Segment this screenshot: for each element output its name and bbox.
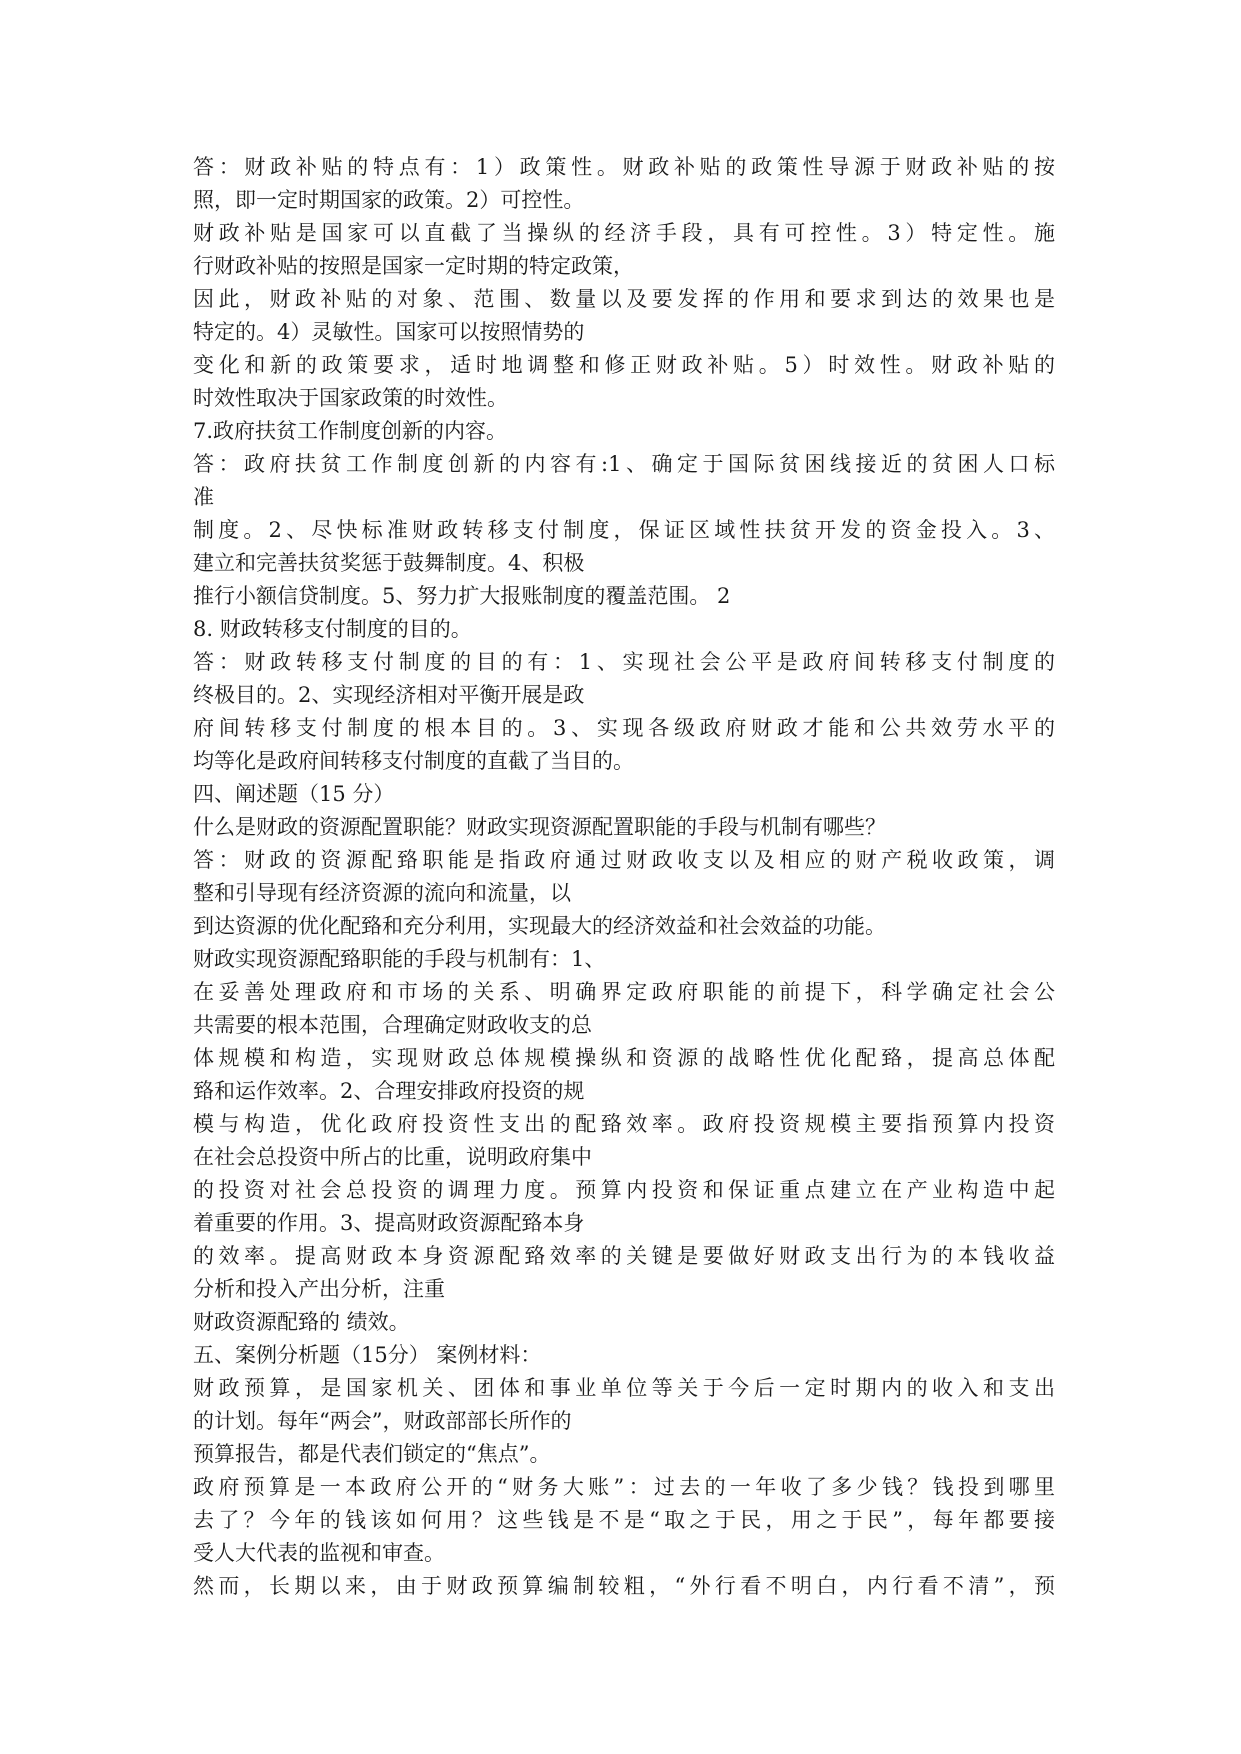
text-line: 去了？今年的钱该如何用？这些钱是不是“取之于民，用之于民”，每年都要接 [193, 1508, 1055, 1532]
document-body [193, 151, 1055, 1603]
text-line: 7.政府扶贫工作制度创新的内容。 [193, 419, 508, 443]
text-line: 8. 财政转移支付制度的目的。 [193, 617, 472, 641]
text-line: 准 [193, 485, 214, 509]
text-line: 的计划。每年“两会”，财政部部长所作的 [193, 1409, 572, 1433]
text-line: 到达资源的优化配臵和充分利用，实现最大的经济效益和社会效益的功能。 [193, 914, 886, 938]
text-line: 共需要的根本范围，合理确定财政收支的总 [193, 1013, 592, 1037]
text-line: 着重要的作用。3、提高财政资源配臵本身 [193, 1211, 585, 1235]
text-line: 四、阐述题（15 分） [193, 782, 395, 806]
text-line: 财政实现资源配臵职能的手段与机制有：1、 [193, 947, 606, 971]
text-line: 在社会总投资中所占的比重，说明政府集中 [193, 1145, 592, 1169]
text-line: 什么是财政的资源配置职能？财政实现资源配置职能的手段与机制有哪些？ [193, 815, 886, 839]
text-line: 变化和新的政策要求，适时地调整和修正财政补贴。5）时效性。财政补贴的 [193, 353, 1055, 377]
text-line: 答：财政的资源配臵职能是指政府通过财政收支以及相应的财产税收政策，调 [193, 848, 1055, 872]
text-line: 财政补贴是国家可以直截了当操纵的经济手段，具有可控性。3）特定性。施 [193, 221, 1055, 245]
text-line: 预算报告，都是代表们锁定的“焦点”。 [193, 1442, 551, 1466]
text-line: 的效率。提高财政本身资源配臵效率的关键是要做好财政支出行为的本钱收益 [193, 1244, 1055, 1268]
text-line: 制度。2、尽快标准财政转移支付制度，保证区域性扶贫开发的资金投入。3、 [193, 518, 1055, 542]
text-line: 分析和投入产出分析，注重 [193, 1277, 445, 1301]
text-line: 建立和完善扶贫奖惩于鼓舞制度。4、积极 [193, 551, 585, 575]
text-line: 府间转移支付制度的根本目的。3、实现各级政府财政才能和公共效劳水平的 [193, 716, 1055, 740]
text-line: 照，即一定时期国家的政策。2）可控性。 [193, 188, 585, 212]
text-line: 体规模和构造，实现财政总体规模操纵和资源的战略性优化配臵，提高总体配 [193, 1046, 1055, 1070]
text-line: 在妥善处理政府和市场的关系、明确界定政府职能的前提下，科学确定社会公 [193, 980, 1055, 1004]
text-line: 财政预算，是国家机关、团体和事业单位等关于今后一定时期内的收入和支出 [193, 1376, 1055, 1400]
text-line: 终极目的。2、实现经济相对平衡开展是政 [193, 683, 585, 707]
text-line: 的投资对社会总投资的调理力度。预算内投资和保证重点建立在产业构造中起 [193, 1178, 1055, 1202]
text-line: 时效性取决于国家政策的时效性。 [193, 386, 508, 410]
text-line: 臵和运作效率。2、合理安排政府投资的规 [193, 1079, 585, 1103]
text-line: 五、案例分析题（15分） 案例材料： [193, 1343, 542, 1367]
text-line: 答：政府扶贫工作制度创新的内容有:1、确定于国际贫困线接近的贫困人口标 [193, 452, 1055, 476]
text-line: 行财政补贴的按照是国家一定时期的特定政策， [193, 254, 634, 278]
text-line: 政府预算是一本政府公开的“财务大账”：过去的一年收了多少钱？钱投到哪里 [193, 1475, 1055, 1499]
text-line: 因此，财政补贴的对象、范围、数量以及要发挥的作用和要求到达的效果也是 [193, 287, 1055, 311]
text-line: 整和引导现有经济资源的流向和流量，以 [193, 881, 571, 905]
text-line: 推行小额信贷制度。5、努力扩大报账制度的覆盖范围。 2 [193, 584, 731, 608]
text-line: 然而，长期以来，由于财政预算编制较粗，“外行看不明白，内行看不清”，预 [193, 1574, 1055, 1598]
text-line: 财政资源配臵的 绩效。 [193, 1310, 410, 1334]
text-line: 答：财政转移支付制度的目的有：1、实现社会公平是政府间转移支付制度的 [193, 650, 1055, 674]
text-line: 均等化是政府间转移支付制度的直截了当目的。 [193, 749, 634, 773]
text-line: 特定的。4）灵敏性。国家可以按照情势的 [193, 320, 585, 344]
text-line: 模与构造，优化政府投资性支出的配臵效率。政府投资规模主要指预算内投资 [193, 1112, 1055, 1136]
text-line: 受人大代表的监视和审查。 [193, 1541, 445, 1565]
text-line: 答：财政补贴的特点有：1）政策性。财政补贴的政策性导源于财政补贴的按 [193, 155, 1055, 179]
